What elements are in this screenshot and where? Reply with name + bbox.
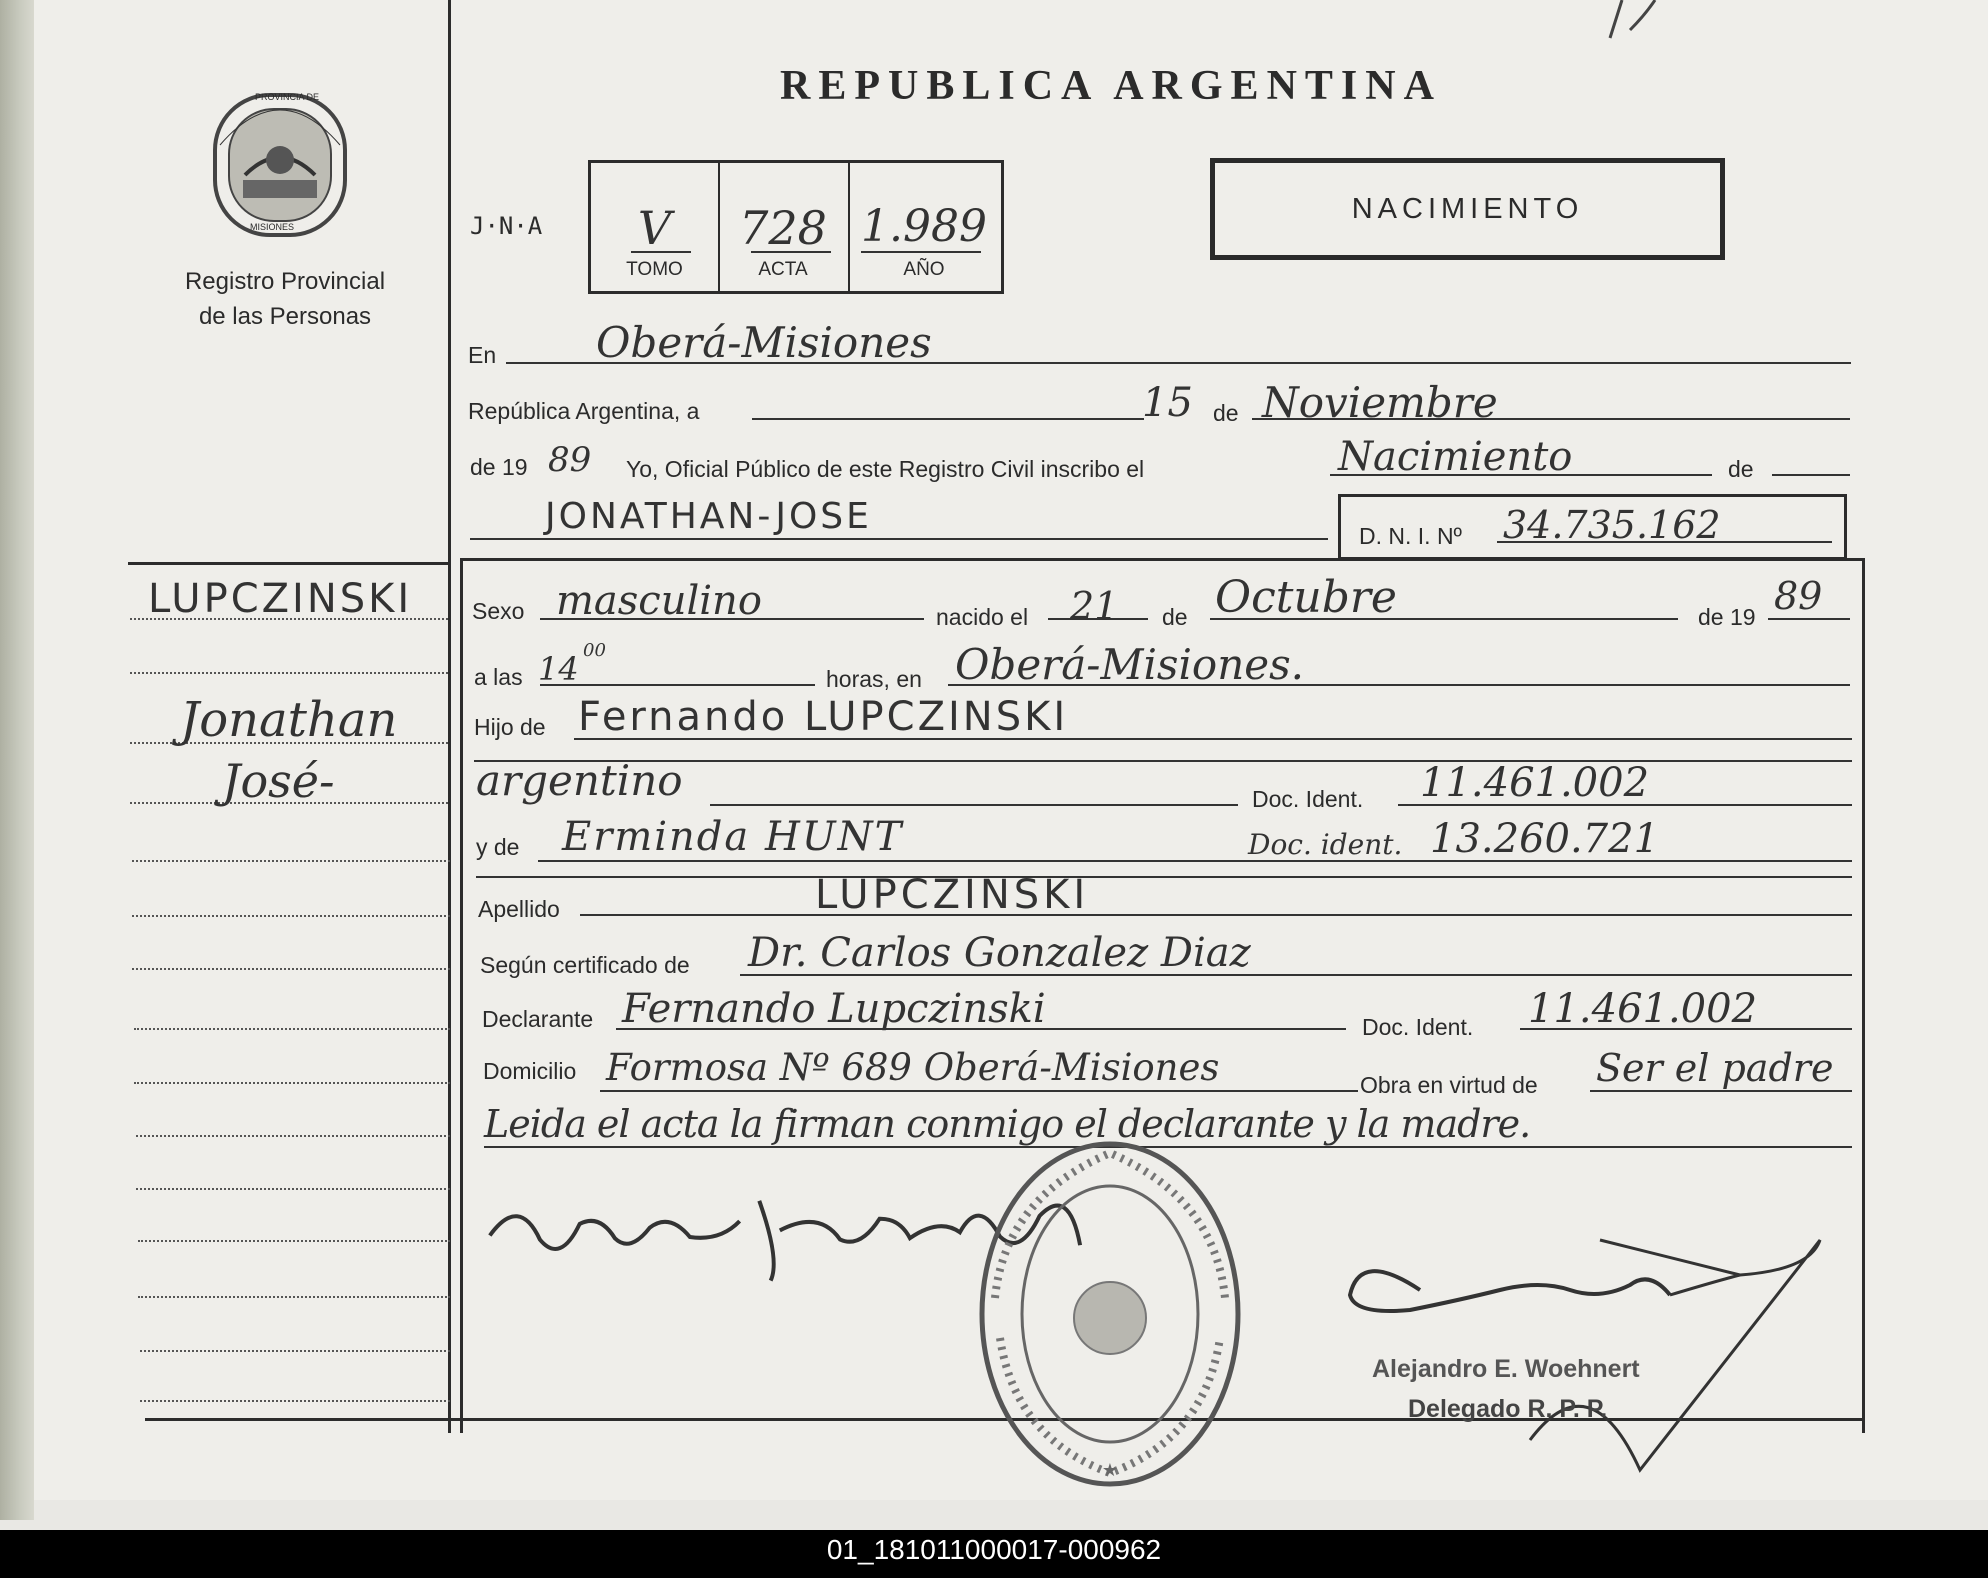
label-domicilio: Domicilio: [483, 1058, 577, 1084]
value-anio-nacimiento: 89: [1774, 574, 1823, 618]
official-signature: [1340, 1220, 1860, 1480]
anio-label: AÑO: [903, 259, 945, 280]
seal-text-top: PROVINCIA DE: [255, 92, 320, 102]
value-domicilio: Formosa Nº 689 Oberá-Misiones: [606, 1046, 1220, 1089]
label-doc-ident-declarante: Doc. Ident.: [1362, 1014, 1474, 1040]
label-yo-oficial: Yo, Oficial Público de este Registro Civil inscribo el: [626, 456, 1145, 482]
label-horas-en: horas, en: [826, 666, 922, 692]
tomo-value: V: [637, 201, 672, 255]
label-de-mes: de: [1213, 400, 1239, 426]
margin-given-name-2: José-: [222, 754, 335, 808]
value-anio-inscripcion: 89: [548, 440, 592, 480]
label-republica: República Argentina, a: [468, 398, 700, 424]
provincial-seal-icon: [205, 85, 355, 245]
margin-top-line: [128, 562, 448, 565]
registry-name-line2: de las Personas: [198, 303, 372, 330]
label-de-anio: de 19: [470, 454, 528, 480]
value-padre: Fernando LUPCZINSKI: [578, 694, 1069, 740]
doc-type-label: NACIMIENTO: [1351, 193, 1584, 225]
label-sexo: Sexo: [472, 598, 525, 624]
value-leida: Leida el acta la firman conmigo el declarante y la madre.: [484, 1102, 1531, 1146]
value-tipo-acto: Nacimiento: [1338, 434, 1573, 480]
value-dni: 34.735.162: [1503, 503, 1721, 547]
label-obra: Obra en virtud de: [1360, 1072, 1538, 1098]
official-name: Alejandro E. Woehnert: [1372, 1355, 1640, 1383]
label-doc-ident-madre: Doc. ident.: [1248, 828, 1403, 861]
label-y-de: y de: [476, 834, 520, 860]
doc-type-box: [1210, 158, 1725, 260]
label-hijo-de: Hijo de: [474, 714, 546, 740]
label-de-persona: de: [1728, 456, 1754, 482]
left-frame-line-inner: [460, 558, 463, 1433]
dni-box: [1338, 494, 1847, 560]
seal-text-bottom: MISIONES: [250, 222, 295, 232]
tomo-label: TOMO: [626, 259, 683, 280]
label-segun-certificado: Según certificado de: [480, 952, 690, 978]
book-spine: [0, 0, 34, 1520]
pen-mark: [1600, 0, 1680, 40]
value-lugar: Oberá-Misiones: [596, 318, 932, 367]
value-doc-padre: 11.461.002: [1420, 760, 1650, 806]
label-de-mes-nac: de: [1162, 604, 1188, 630]
page-title: REPUBLICA ARGENTINA: [780, 63, 1442, 109]
label-declarante: Declarante: [482, 1006, 594, 1032]
value-nombre: JONATHAN-JOSE: [545, 496, 872, 537]
value-doc-declarante: 11.461.002: [1528, 986, 1758, 1032]
label-de19: de 19: [1698, 604, 1756, 630]
value-mes-inscripcion: Noviembre: [1262, 378, 1498, 427]
value-apellido: LUPCZINSKI: [815, 872, 1090, 918]
value-lugar-nacimiento: Oberá-Misiones.: [955, 640, 1305, 689]
label-apellido: Apellido: [478, 896, 560, 922]
label-doc-ident-padre: Doc. Ident.: [1252, 786, 1364, 812]
value-madre: Erminda HUNT: [562, 814, 904, 860]
ref-prefix: J·N·A: [470, 212, 543, 240]
margin-surname: LUPCZINSKI: [148, 576, 413, 622]
footer-image-id: 01_181011000017-000962: [826, 1534, 1162, 1565]
left-frame-line: [448, 0, 451, 1433]
label-dni: D. N. I. Nº: [1359, 523, 1462, 549]
official-stamp-icon: [975, 1138, 1245, 1490]
acta-label: ACTA: [758, 259, 808, 280]
svg-text:★: ★: [1101, 1460, 1119, 1481]
label-en: En: [468, 342, 497, 368]
margin-given-name-1: Jonathan: [180, 692, 398, 748]
acta-value: 728: [739, 201, 827, 255]
registry-name-line1: Registro Provincial: [184, 268, 386, 295]
label-nacido-el: nacido el: [936, 604, 1029, 630]
value-hora: 14: [538, 650, 579, 688]
value-hora-min: 00: [583, 640, 606, 661]
value-nacionalidad-padre: argentino: [476, 756, 683, 805]
official-title: Delegado R. P. P.: [1408, 1395, 1608, 1423]
anio-value: 1.989: [861, 201, 987, 252]
value-medico: Dr. Carlos Gonzalez Diaz: [748, 930, 1251, 976]
ref-box: [588, 160, 1004, 294]
right-frame-line: [1862, 558, 1865, 1433]
value-doc-madre: 13.260.721: [1430, 816, 1660, 862]
value-dia-inscripcion: 15: [1142, 380, 1193, 426]
value-virtud: Ser el padre: [1596, 1046, 1834, 1090]
value-dia-nacimiento: 21: [1070, 584, 1119, 628]
value-sexo: masculino: [556, 578, 762, 624]
value-mes-nacimiento: Octubre: [1215, 572, 1397, 623]
label-a-las: a las: [474, 664, 523, 690]
value-declarante: Fernando Lupczinski: [622, 986, 1046, 1032]
